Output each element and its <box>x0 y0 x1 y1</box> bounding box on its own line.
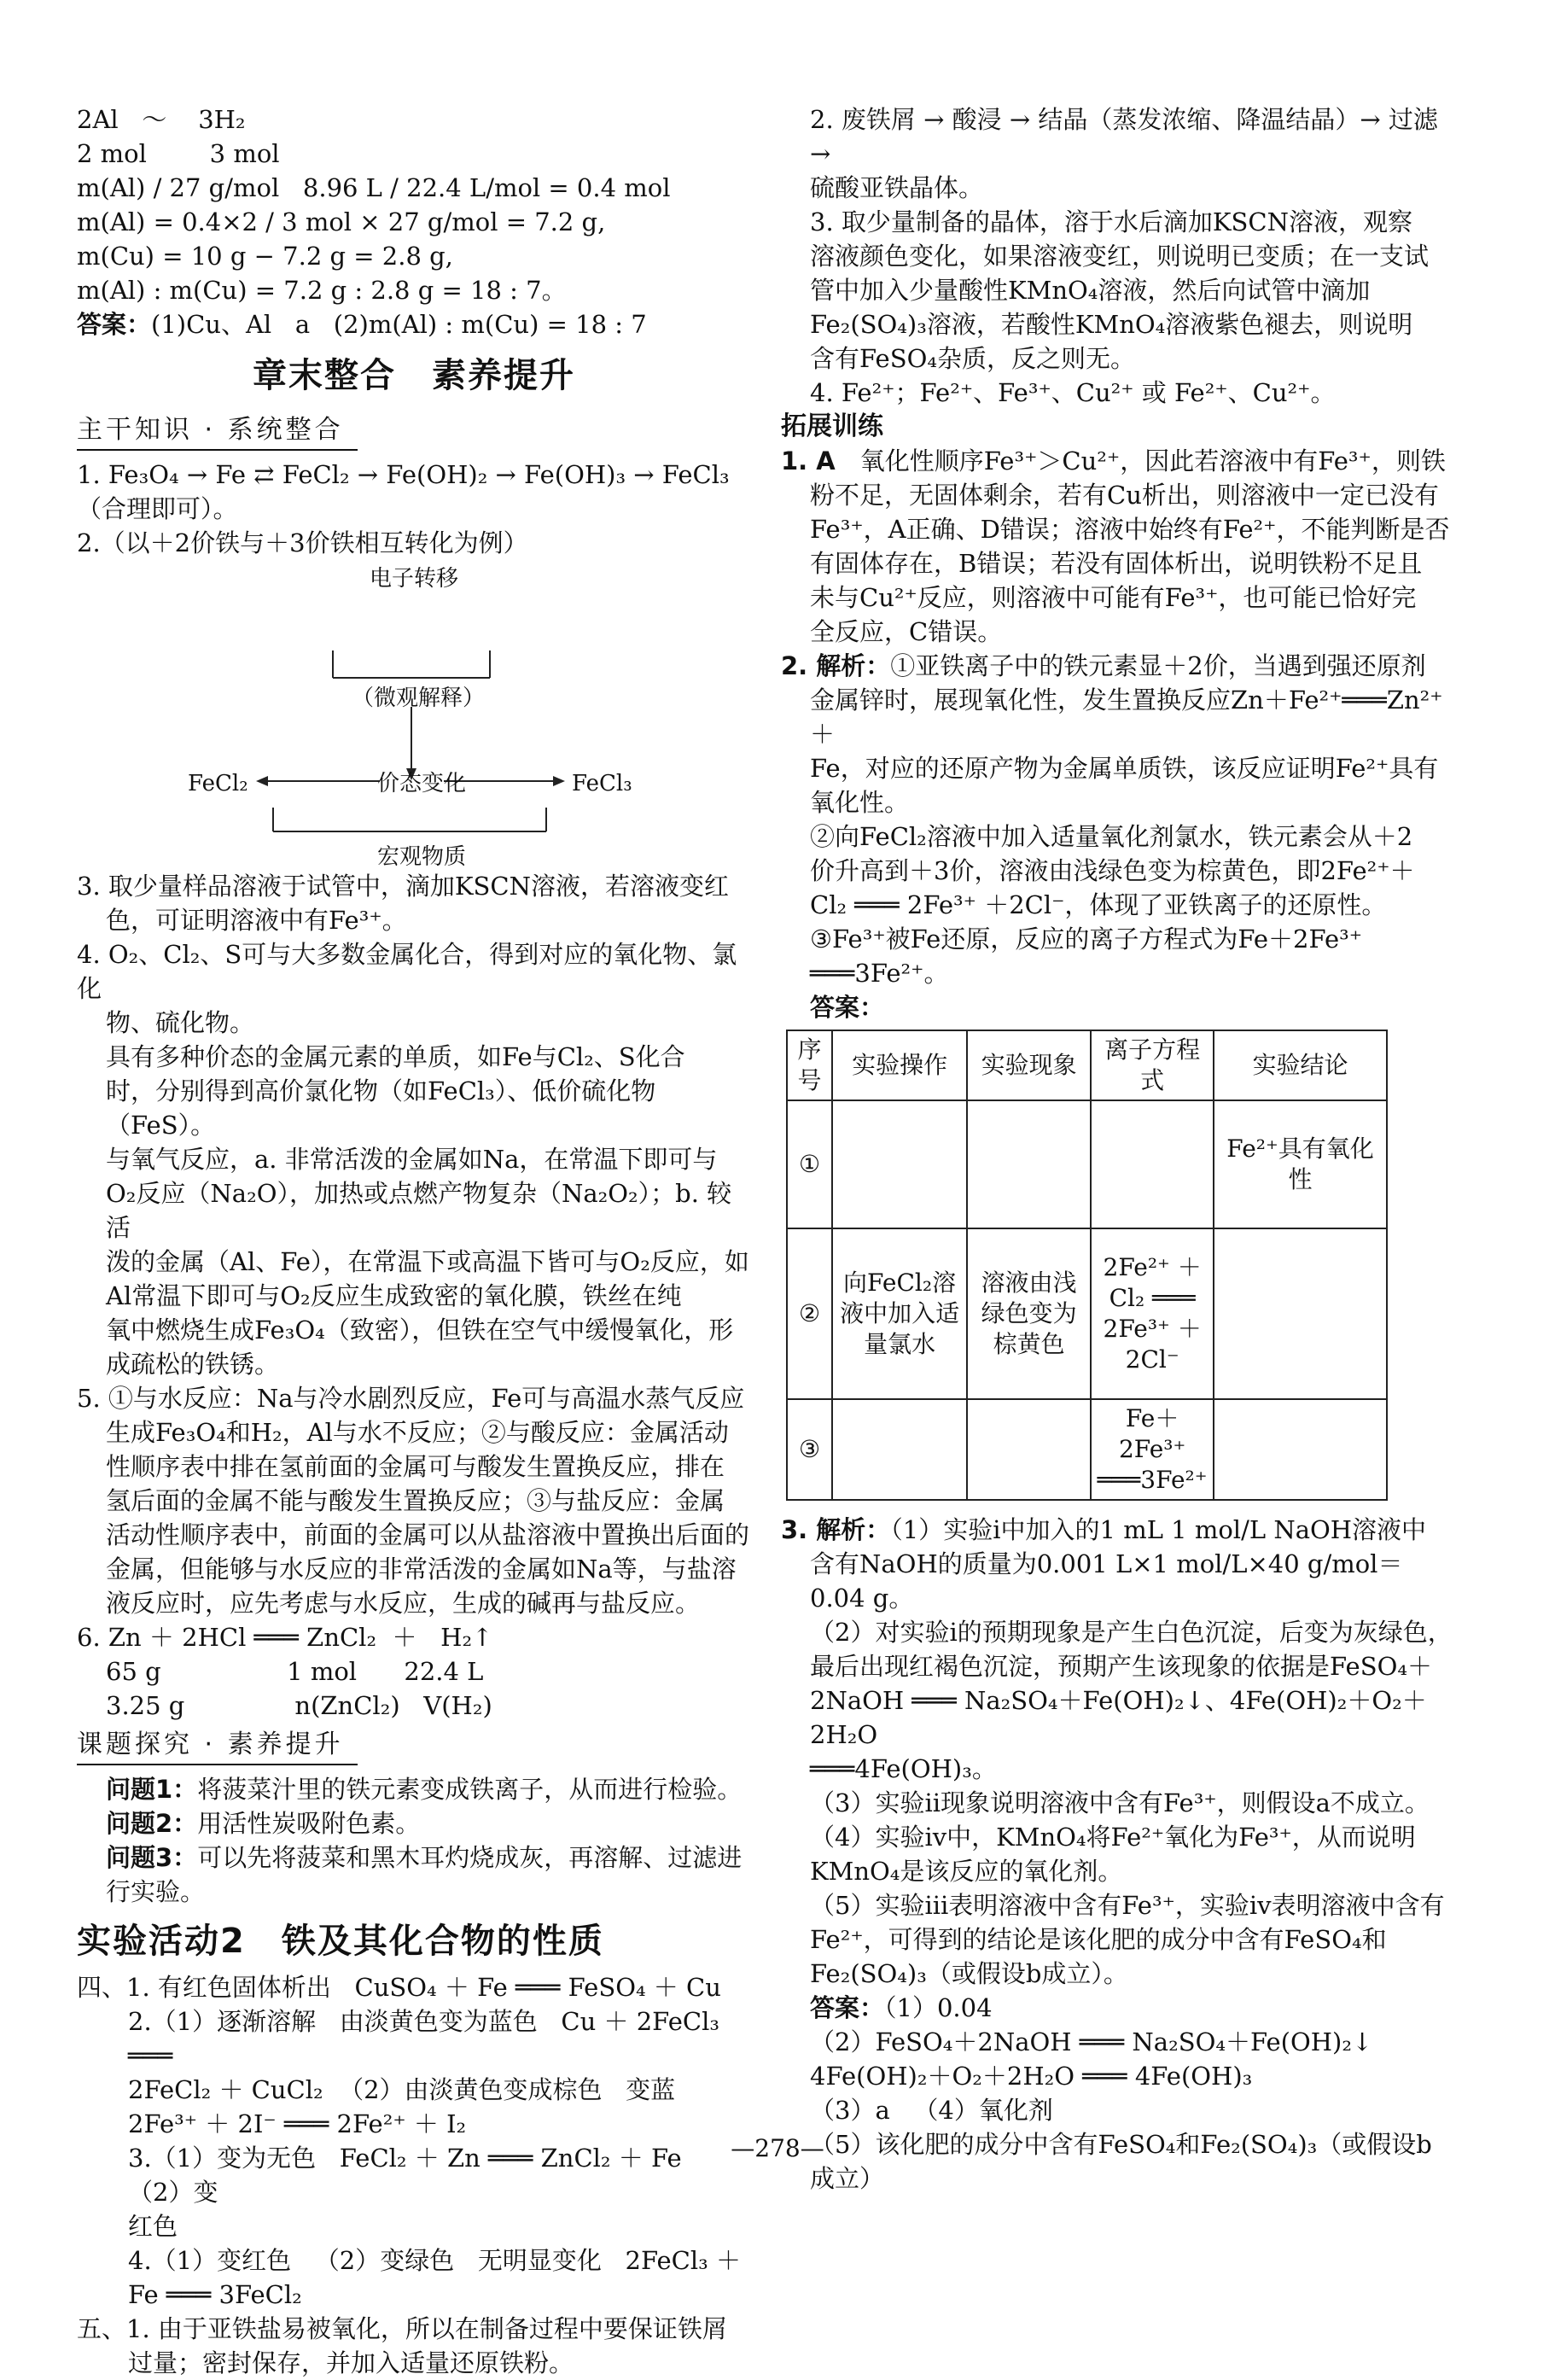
list-item-cont: 液反应时，应先考虑与水反应，生成的碱再与盐反应。 <box>106 1589 701 1618</box>
table-cell: ① <box>787 1100 832 1228</box>
ext-line: 0.04 g。 <box>810 1584 914 1613</box>
table-cell <box>1214 1399 1387 1500</box>
section-heading: 课题探究 · 素养提升 <box>77 1728 358 1765</box>
text-line: 3. 取少量制备的晶体，溶于水后滴加KSCN溶液，观察 <box>810 207 1412 236</box>
calc-line: 2 mol 3 mol <box>77 139 280 168</box>
ext-line: Fe，对应的还原产物为金属单质铁，该反应证明Fe²⁺具有 <box>810 754 1439 783</box>
answer-label: 答案： <box>77 310 152 339</box>
activity-line: 4.（1）变红色 （2）变绿色 无明显变化 2FeCl₃ ＋ <box>128 2246 741 2275</box>
ext-label: 3. 解析： <box>781 1515 891 1544</box>
ext-line: Fe³⁺，A正确、D错误；溶液中始终有Fe²⁺，不能判断是否 <box>810 515 1450 544</box>
activity-line: 过量；密封保存，并加入适量还原铁粉。 <box>128 2348 574 2377</box>
list-item-cont: 金属，但能够与水反应的非常活泼的金属如Na等，与盐溶 <box>106 1555 737 1584</box>
diagram-top: 电子转移 <box>370 566 459 592</box>
table-cell <box>832 1399 967 1500</box>
ext-text: （1）实验ⅰ中加入的1 mL 1 mol/L NaOH溶液中 <box>890 1515 1427 1544</box>
answer-line <box>77 307 751 341</box>
question-line <box>77 1772 751 1806</box>
text-line: 硫酸亚铁晶体。 <box>810 173 984 202</box>
question-label: 问题2： <box>106 1809 198 1838</box>
ext-line: 氧化性。 <box>810 788 910 817</box>
ext-text: ①亚铁离子中的铁元素显＋2价，当遇到强还原剂 <box>890 651 1426 680</box>
activity-line: 3.（1）变为无色 FeCl₂ ＋ Zn ═══ ZnCl₂ ＋ Fe （2）变 <box>128 2144 706 2207</box>
list-item-cont: 氢后面的金属不能与酸发生置换反应；③与盐反应：金属 <box>106 1486 725 1515</box>
list-item: 2.（以＋2价铁与＋3价铁相互转化为例） <box>77 528 528 557</box>
ext-line: ③Fe³⁺被Fe还原，反应的离子方程式为Fe＋2Fe³⁺ <box>810 925 1363 954</box>
list-item-cont: 氧中燃烧生成Fe₃O₄（致密），但铁在空气中缓慢氧化，形 <box>106 1315 734 1345</box>
list-item-cont: 泼的金属（Al、Fe），在常温下或高温下皆可与O₂反应，如 <box>106 1247 749 1276</box>
equation-line: 3.25 g n(ZnCl₂) V(H₂) <box>106 1691 492 1720</box>
answer-table <box>786 1030 1388 1501</box>
list-item-cont: 性顺序表中排在氢前面的金属可与酸发生置换反应，排在 <box>106 1452 725 1481</box>
ext-label: 2. 解析： <box>781 651 891 680</box>
table-header: 实验现象 <box>967 1030 1091 1100</box>
table-cell <box>967 1399 1091 1500</box>
ext-line: Fe₂(SO₄)₃（或假设b成立）。 <box>810 1959 1128 1988</box>
activity-line: 2.（1）逐渐溶解 由淡黄色变为蓝色 Cu ＋ 2FeCl₃ ═══ <box>128 2007 728 2070</box>
list-item: 3. 取少量样品溶液于试管中，滴加KSCN溶液，若溶液变红 <box>77 872 729 901</box>
table-row <box>787 1228 1387 1399</box>
list-item-cont: 物、硫化物。 <box>106 1008 255 1037</box>
ext-line: Fe²⁺，可得到的结论是该化肥的成分中含有FeSO₄和 <box>810 1925 1387 1954</box>
list-item: 1. Fe₃O₄ → Fe ⇄ FeCl₂ → Fe(OH)₂ → Fe(OH)₃ → FeCl₃（合理即可）。 <box>77 460 730 523</box>
answer-label: 答案： <box>810 1993 885 2022</box>
diagram-micro: （微观解释） <box>352 685 486 711</box>
question-line <box>77 1840 751 1875</box>
table-cell: 向FeCl₂溶液中加入适量氯水 <box>832 1228 967 1399</box>
text-line: 管中加入少量酸性KMnO₄溶液，然后向试管中滴加 <box>810 276 1371 305</box>
answer-line: （5）该化肥的成分中含有FeSO₄和Fe₂(SO₄)₃（或假设b <box>810 2130 1432 2159</box>
question-label: 问题1： <box>106 1775 198 1804</box>
table-header: 实验结论 <box>1214 1030 1387 1100</box>
activity-line: 五、1. 由于亚铁盐易被氧化，所以在制备过程中要保证铁屑 <box>77 2314 727 2343</box>
table-cell: ② <box>787 1228 832 1399</box>
question-text: 可以先将菠菜和黑木耳灼烧成灰，再溶解、过滤进 <box>197 1843 743 1872</box>
ext-line: Cl₂ ═══ 2Fe³⁺ ＋2Cl⁻，体现了亚铁离子的还原性。 <box>810 890 1387 919</box>
ext-line: （3）实验ⅱ现象说明溶液中含有Fe³⁺，则假设a不成立。 <box>810 1788 1430 1817</box>
list-item-cont: 成疏松的铁锈。 <box>106 1350 280 1379</box>
list-item: 5. ①与水反应：Na与冷水剧烈反应，Fe可与高温水蒸气反应 <box>77 1384 745 1413</box>
calc-line: m(Cu) = 10 g − 7.2 g = 2.8 g, <box>77 242 453 271</box>
table-header: 实验操作 <box>832 1030 967 1100</box>
table-row <box>787 1399 1387 1500</box>
ext-label: 1. A <box>781 446 836 475</box>
ext-line: 全反应，C错误。 <box>810 617 1003 646</box>
activity-title: 实验活动2 铁及其化合物的性质 <box>77 1922 604 1961</box>
diagram-mid: 价态变化 <box>377 771 467 796</box>
equation-line: 65 g 1 mol 22.4 L <box>106 1657 484 1686</box>
ext-line: 含有NaOH的质量为0.001 L×1 mol/L×40 g/mol＝ <box>810 1549 1403 1578</box>
ext-line: 粉不足，无固体剩余，若有Cu析出，则溶液中一定已没有 <box>810 481 1439 510</box>
table-cell <box>1214 1228 1387 1399</box>
ext-line: 价升高到＋3价，溶液由浅绿色变为棕黄色，即2Fe²⁺＋ <box>810 856 1415 885</box>
equation-line: 6. Zn ＋ 2HCl ═══ ZnCl₂ ＋ H₂↑ <box>77 1623 493 1652</box>
chapter-title: 章末整合 素养提升 <box>253 356 575 395</box>
list-item-cont: 活动性顺序表中，前面的金属可以从盐溶液中置换出后面的 <box>106 1520 750 1549</box>
page-number: —278— <box>731 2134 824 2162</box>
question-text: 将菠菜汁里的铁元素变成铁离子，从而进行检验。 <box>197 1775 743 1804</box>
question-line-cont: 行实验。 <box>106 1877 206 1906</box>
ext-line <box>781 649 1464 683</box>
ext-line: 未与Cu²⁺反应，则溶液中可能有Fe³⁺，也可能已恰好完 <box>810 583 1417 612</box>
calc-line: m(Al) : m(Cu) = 7.2 g : 2.8 g = 18 : 7。 <box>77 276 567 305</box>
ext-line: （4）实验ⅳ中，KMnO₄将Fe²⁺氧化为Fe³⁺，从而说明 <box>810 1823 1416 1852</box>
ext-line: 有固体存在，B错误；若没有固体析出，说明铁粉不足且 <box>810 549 1423 578</box>
list-item-cont: 与氧气反应，a. 非常活泼的金属如Na，在常温下即可与 <box>106 1145 718 1174</box>
section-heading: 主干知识 · 系统整合 <box>77 413 358 451</box>
diagram-lines <box>77 562 751 869</box>
table-header: 序号 <box>787 1030 832 1100</box>
activity-line: 红色 <box>128 2212 178 2241</box>
text-line: 溶液颜色变化，如果溶液变红，则说明已变质；在一支试 <box>810 242 1430 271</box>
ext-line <box>781 444 1464 478</box>
list-item-cont: 时，分别得到高价氯化物（如FeCl₃）、低价硫化物（FeS）。 <box>106 1076 656 1140</box>
ext-line: 2NaOH ═══ Na₂SO₄＋Fe(OH)₂↓、4Fe(OH)₂＋O₂＋2H₂O <box>810 1686 1427 1749</box>
calc-line: m(Al) = 0.4×2 / 3 mol × 27 g/mol = 7.2 g, <box>77 207 606 236</box>
table-cell: Fe²⁺具有氧化性 <box>1214 1100 1387 1228</box>
answer-label: 答案： <box>810 993 885 1022</box>
diagram-right: FeCl₃ <box>572 771 632 796</box>
text-line: 2. 废铁屑 → 酸浸 → 结晶（蒸发浓缩、降温结晶）→ 过滤 → <box>810 105 1447 168</box>
list-item-cont: O₂反应（Na₂O），加热或点燃产物复杂（Na₂O₂）；b. 较活 <box>106 1179 732 1242</box>
table-row <box>787 1100 1387 1228</box>
table-cell: Fe＋2Fe³⁺ ═══3Fe²⁺ <box>1091 1399 1214 1500</box>
answer-line: （3）a （4）氧化剂 <box>810 2096 1053 2125</box>
text-line: 含有FeSO₄杂质，反之则无。 <box>810 344 1135 373</box>
list-item: 4. O₂、Cl₂、S可与大多数金属化合，得到对应的氧化物、氯化 <box>77 940 737 1003</box>
ext-line: ═══3Fe²⁺。 <box>810 959 949 988</box>
diagram-bottom: 宏观物质 <box>377 844 467 870</box>
text-line: 4. Fe²⁺；Fe²⁺、Fe³⁺、Cu²⁺ 或 Fe²⁺、Cu²⁺。 <box>810 378 1336 407</box>
ext-line: 最后出现红褐色沉淀，预期产生该现象的依据是FeSO₄＋ <box>810 1652 1432 1681</box>
question-text: 用活性炭吸附色素。 <box>197 1809 421 1838</box>
ext-line: 金属锌时，展现氧化性，发生置换反应Zn＋Fe²⁺═══Zn²⁺＋ <box>810 685 1443 749</box>
list-item-cont: 具有多种价态的金属元素的单质，如Fe与Cl₂、S化合 <box>106 1042 685 1071</box>
calc-line: 2Al ～ 3H₂ <box>77 105 246 134</box>
ext-line: （2）对实验ⅰ的预期现象是产生白色沉淀，后变为灰绿色， <box>810 1618 1453 1647</box>
left-column <box>77 102 751 2380</box>
ext-line: ②向FeCl₂溶液中加入适量氧化剂氯水，铁元素会从＋2 <box>810 822 1413 851</box>
question-label: 问题3： <box>106 1843 198 1872</box>
subsection-heading: 拓展训练 <box>781 411 883 441</box>
activity-line: 2FeCl₂ ＋ CuCl₂ （2）由淡黄色变成棕色 变蓝 <box>128 2075 676 2104</box>
list-item-cont: 生成Fe₃O₄和H₂，Al与水不反应；②与酸反应：金属活动 <box>106 1418 729 1447</box>
valence-diagram <box>77 562 751 869</box>
calc-line: m(Al) / 27 g/mol 8.96 L / 22.4 L/mol = 0.4 mol <box>77 173 671 202</box>
ext-text: 氧化性顺序Fe³⁺＞Cu²⁺，因此若溶液中有Fe³⁺，则铁 <box>859 446 1446 475</box>
activity-line: 四、1. 有红色固体析出 CuSO₄ ＋ Fe ═══ FeSO₄ ＋ Cu <box>77 1973 721 2002</box>
question-line <box>77 1806 751 1840</box>
ext-line: KMnO₄是该反应的氧化剂。 <box>810 1857 1123 1886</box>
table-cell <box>832 1100 967 1228</box>
table-header: 离子方程式 <box>1091 1030 1214 1100</box>
list-item-cont: Al常温下即可与O₂反应生成致密的氧化膜，铁丝在纯 <box>106 1281 682 1310</box>
answer-line <box>781 1991 1464 2025</box>
answer-line: 4Fe(OH)₂＋O₂＋2H₂O ═══ 4Fe(OH)₃ <box>810 2062 1253 2091</box>
activity-line: 2Fe³⁺ ＋ 2I⁻ ═══ 2Fe²⁺ ＋ I₂ <box>128 2109 467 2138</box>
answer-line: （2）FeSO₄＋2NaOH ═══ Na₂SO₄＋Fe(OH)₂↓ <box>810 2027 1373 2056</box>
table-cell <box>1091 1100 1214 1228</box>
ext-line: ═══4Fe(OH)₃。 <box>810 1754 997 1783</box>
table-header-row <box>787 1030 1387 1100</box>
diagram-left: FeCl₂ <box>188 771 248 796</box>
table-cell: ③ <box>787 1399 832 1500</box>
table-cell: 溶液由浅绿色变为棕黄色 <box>967 1228 1091 1399</box>
table-cell <box>967 1100 1091 1228</box>
ext-line <box>781 1513 1464 1547</box>
ext-line: （5）实验ⅲ表明溶液中含有Fe³⁺，实验ⅳ表明溶液中含有 <box>810 1891 1445 1920</box>
text-line: Fe₂(SO₄)₃溶液，若酸性KMnO₄溶液紫色褪去，则说明 <box>810 310 1413 339</box>
answer-text: （1）0.04 <box>884 1993 993 2022</box>
answer-text: (1)Cu、Al a (2)m(Al) : m(Cu) = 18 : 7 <box>151 310 647 339</box>
right-column <box>781 102 1464 2196</box>
answer-line: 成立） <box>810 2164 885 2193</box>
list-item-cont: 色，可证明溶液中有Fe³⁺。 <box>106 906 407 935</box>
activity-line: Fe ═══ 3FeCl₂ <box>128 2280 302 2309</box>
table-cell: 2Fe²⁺ ＋Cl₂ ═══ 2Fe³⁺ ＋ 2Cl⁻ <box>1091 1228 1214 1399</box>
